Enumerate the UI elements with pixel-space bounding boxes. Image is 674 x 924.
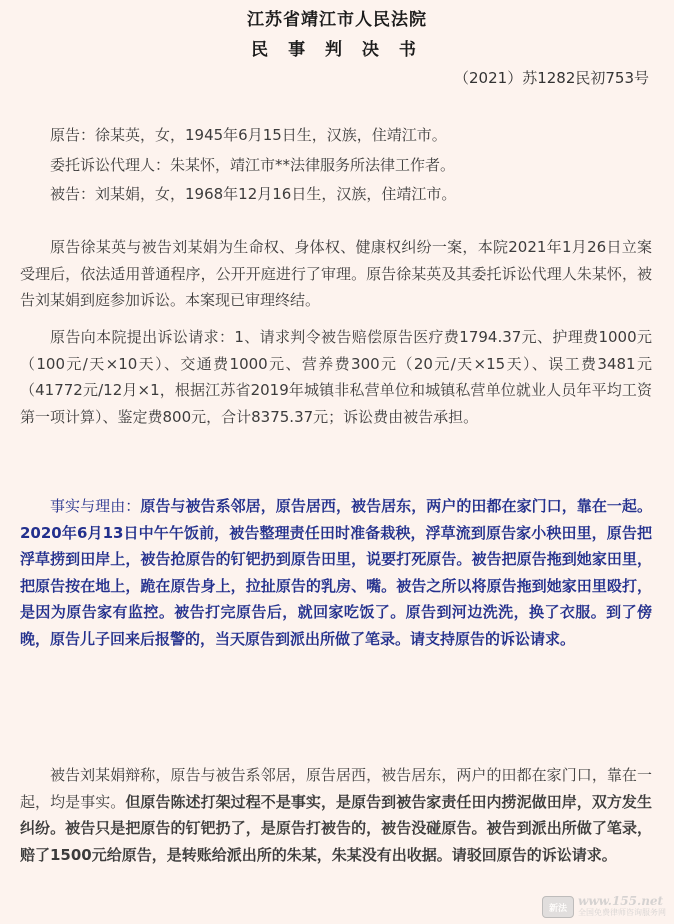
watermark-text — [578, 896, 666, 918]
watermark-url: www.155.net — [578, 894, 664, 908]
defense-paragraph — [20, 762, 652, 868]
court-name: 江苏省靖江市人民法院 — [247, 10, 427, 30]
watermark-subtitle: 全国免费律师咨询服务网 — [578, 908, 666, 917]
agent-info: 委托诉讼代理人：朱某怀，靖江市**法律服务所法律工作者。 — [50, 156, 456, 174]
claims-paragraph: 原告向本院提出诉讼请求：1、请求判令被告赔偿原告医疗费1794.37元、护理费1000元（100元/天×10天）、交通费1000元、营养费300元（20元/天×15天）、误工费3481元（41772元/12月×1，根据江苏省2019年城镇非私营单位和城镇私营单位就业人员年平均工资第一项计算）、鉴定费800元，合计8375.37元；诉讼费由被告承担。 — [20, 328, 652, 426]
facts-paragraph — [20, 493, 652, 652]
document-type: 民 事 判 决 书 — [251, 40, 423, 60]
defense-dispute: 但原告陈述打架过程不是事实，是原告到被告家责任田内捞泥做田岸，双方发生纠纷。被告只是把原告的钉钯扔了，是原告打被告的，被告没碰原告。被告到派出所做了笔录，赔了1500元给原告，是转账给派出所的朱某，朱某没有出收据。请驳回原告的诉讼请求。 — [20, 792, 652, 864]
site-watermark — [542, 896, 666, 918]
case-number: （2021）苏1282民初753号 — [454, 69, 649, 87]
facts-text: 原告与被告系邻居，原告居西，被告居东，两户的田都在家门口，靠在一起。2020年6月13日中午午饭前，被告整理责任田时准备栽秧，浮草流到原告家小秧田里，原告把浮草捞到田岸上，被告抢原告的钉钯扔到原告田里，说要打死原告。被告把原告拖到她家田里，把原告按在地上，跪在原告身上，拉扯原告的乳房、嘴。被告之所以将原告拖到她家田里殴打，是因为原告家有监控。被告打完原告后，就回家吃饭了。原告到河边洗洗，换了衣服。到了傍晚，原告儿子回来后报警的，当天原告到派出所做了笔录。请支持原告的诉讼请求。 — [20, 497, 652, 648]
defense-admitted: 被告刘某娟辩称，原告与被告系邻居，原告居西，被告居东，两户的田都在家门口，靠在一起，均是事实。 — [20, 766, 652, 811]
facts-label: 事实与理由： — [50, 497, 141, 515]
case-intro-paragraph: 原告徐某英与被告刘某娟为生命权、身体权、健康权纠纷一案，本院2021年1月26日立案受理后，依法适用普通程序，公开开庭进行了审理。原告徐某英及其委托诉讼代理人朱某怀，被告刘某娟到庭参加诉讼。本案现已审理终结。 — [20, 238, 652, 309]
plaintiff-info: 原告：徐某英，女，1945年6月15日生，汉族，住靖江市。 — [50, 126, 447, 144]
defendant-info: 被告：刘某娟，女，1968年12月16日生，汉族，住靖江市。 — [50, 185, 457, 203]
watermark-logo: 新法 — [542, 896, 574, 918]
